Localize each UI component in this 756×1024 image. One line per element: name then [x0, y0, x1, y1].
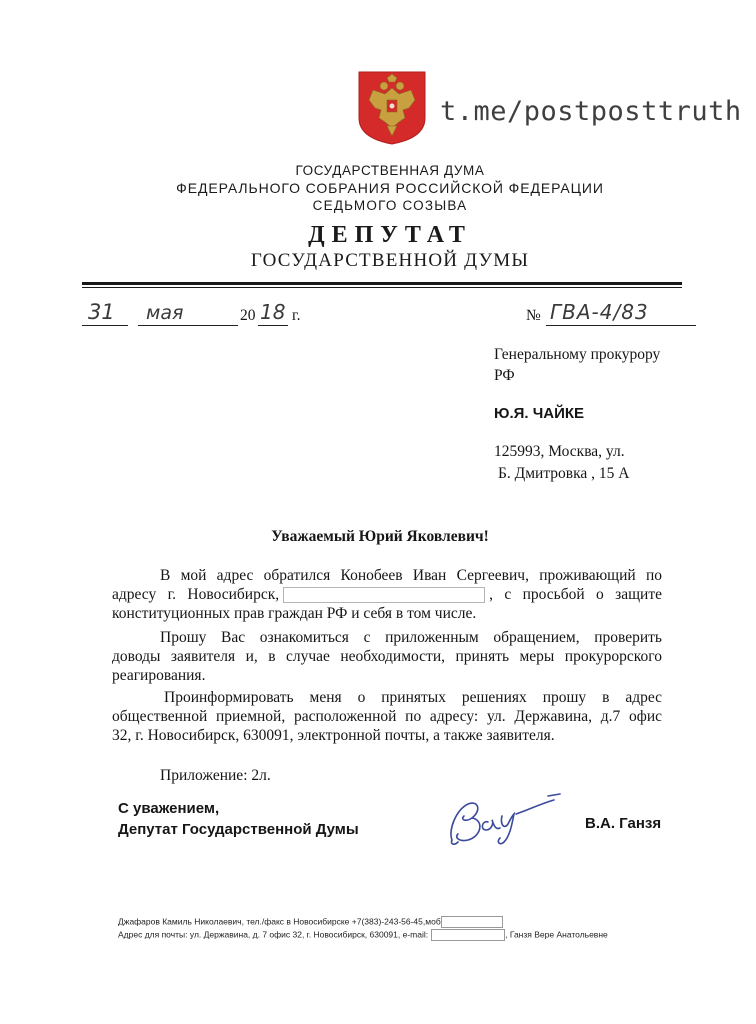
document-number — [526, 300, 696, 330]
addressee-line-2: РФ — [494, 367, 515, 384]
date-month: мая — [146, 302, 184, 324]
p3-line-1: Проинформировать меня о принятых решениях прошу в адрес — [164, 689, 662, 706]
attachment-note: Приложение: 2л. — [160, 767, 271, 784]
date-year-label: г. — [292, 307, 301, 324]
p1-line-2a: адресу г. Новосибирск, — [112, 586, 280, 603]
number-value: ГВА-4/83 — [550, 300, 649, 324]
p2-line-1: Прошу Вас ознакомиться с приложенным обращением, проверить — [160, 629, 662, 646]
redacted-email-box — [431, 929, 505, 941]
date-day: 31 — [88, 300, 115, 324]
header-rule-thin — [82, 287, 682, 288]
body-paragraph-1 — [112, 566, 662, 623]
p1-line-2b: , с просьбой о защите — [489, 586, 663, 603]
body-paragraph-2 — [112, 628, 662, 685]
p1-line-1: В мой адрес обратился Конобеев Иван Сергеевич, проживающий по — [160, 567, 662, 584]
letterhead-line-1: ГОСУДАРСТВЕННАЯ ДУМА — [295, 163, 485, 178]
addressee-name: Ю.Я. ЧАЙКЕ — [494, 405, 585, 422]
p3-line-3: 32, г. Новосибирск, 630091, электронной почты, а также заявителя. — [112, 727, 555, 744]
footer-address: Адрес для почты: ул. Державина, д. 7 офис 32, г. Новосибирск, 630091, e-mail: — [118, 929, 429, 940]
date-year-suffix: 18 — [260, 300, 286, 324]
p1-line-2 — [112, 585, 662, 604]
date-field — [82, 300, 322, 330]
footer-line-1 — [118, 916, 503, 928]
footer-recipient: , Ганзя Вере Анатольевне — [505, 929, 608, 940]
date-year-prefix: 20 — [240, 307, 256, 324]
p3-line-2: общественной приемной, расположенной по адресу: ул. Державина, д.7 офис — [112, 708, 662, 725]
redacted-address-box — [283, 587, 485, 603]
p2-line-3: реагирования. — [112, 667, 206, 684]
closing-line-1: С уважением, — [118, 800, 220, 817]
watermark-text: t.me/postposttruth — [440, 96, 742, 127]
addressee-address-1: 125993, Москва, ул. — [494, 443, 625, 460]
closing-block — [118, 798, 359, 840]
letterhead-line-2: ФЕДЕРАЛЬНОГО СОБРАНИЯ РОССИЙСКОЙ ФЕДЕРАЦИИ — [176, 180, 604, 196]
coat-of-arms-emblem — [357, 70, 427, 146]
addressee-address-2: Б. Дмитровка , 15 А — [498, 465, 630, 482]
p1-line-3: конституционных прав граждан РФ и себя в том числе. — [112, 605, 477, 622]
letterhead-title: ДЕПУТАТ — [308, 222, 472, 248]
letterhead-line-3: СЕДЬМОГО СОЗЫВА — [312, 198, 468, 213]
signer-name: В.А. Ганзя — [585, 815, 662, 832]
p2-line-2: доводы заявителя и, в случае необходимости, принять меры прокурорского — [112, 648, 662, 665]
footer-contact: Джафаров Камиль Николаевич, тел./факс в Новосибирске +7(383)-243-56-45,моб — [118, 916, 441, 927]
addressee-line-1: Генеральному прокурору — [494, 346, 661, 363]
handwritten-signature — [438, 790, 568, 850]
greeting: Уважаемый Юрий Яковлевич! — [271, 528, 489, 545]
header-rule-thick — [82, 282, 682, 285]
closing-line-2: Депутат Государственной Думы — [118, 821, 359, 838]
letterhead-subtitle: ГОСУДАРСТВЕННОЙ ДУМЫ — [250, 250, 530, 271]
redacted-phone-box — [441, 916, 503, 928]
body-paragraph-3 — [112, 688, 662, 745]
footer-line-2 — [118, 929, 608, 941]
number-sign: № — [526, 307, 541, 324]
